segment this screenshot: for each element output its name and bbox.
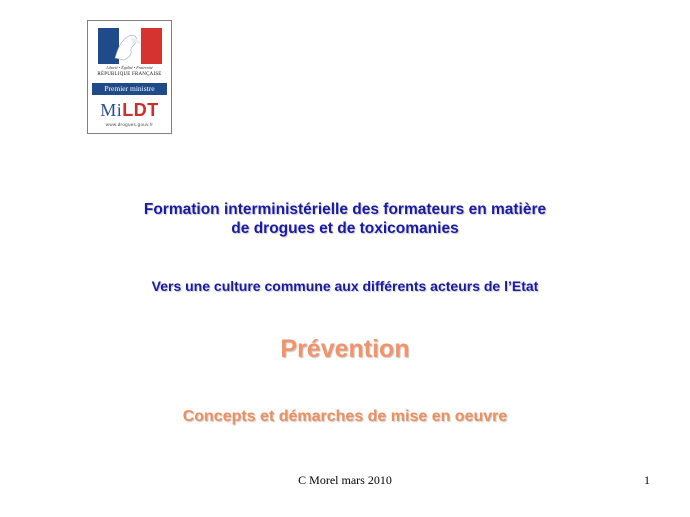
slide-subheading: Concepts et démarches de mise en oeuvre [182,408,508,425]
logo-website: www.drogues.gouv.fr [105,122,154,127]
slide-title-line1: Formation interministérielle des formateurs en matière [143,201,547,218]
slide-heading: Prévention [280,335,410,363]
slide-subtitle: Vers une culture commune aux différents acteurs de l’Etat [151,278,539,294]
slide-footer: C Morel mars 2010 [298,473,392,487]
page-number: 1 [644,473,650,487]
logo-brand-mi: Mi [100,100,123,120]
marianne-flag-icon [98,28,162,64]
logo-premier-ministre: Premier ministre [92,83,167,95]
mildt-logo [87,20,172,134]
slide-title-line2: de drogues et de toxicomanies [231,220,459,237]
logo-brand-ldt: LDT [122,100,159,120]
logo-motto: Liberté • Égalité • Fraternité [106,65,153,70]
logo-republic: RÉPUBLIQUE FRANÇAISE [97,72,162,77]
logo-brand [88,100,171,120]
